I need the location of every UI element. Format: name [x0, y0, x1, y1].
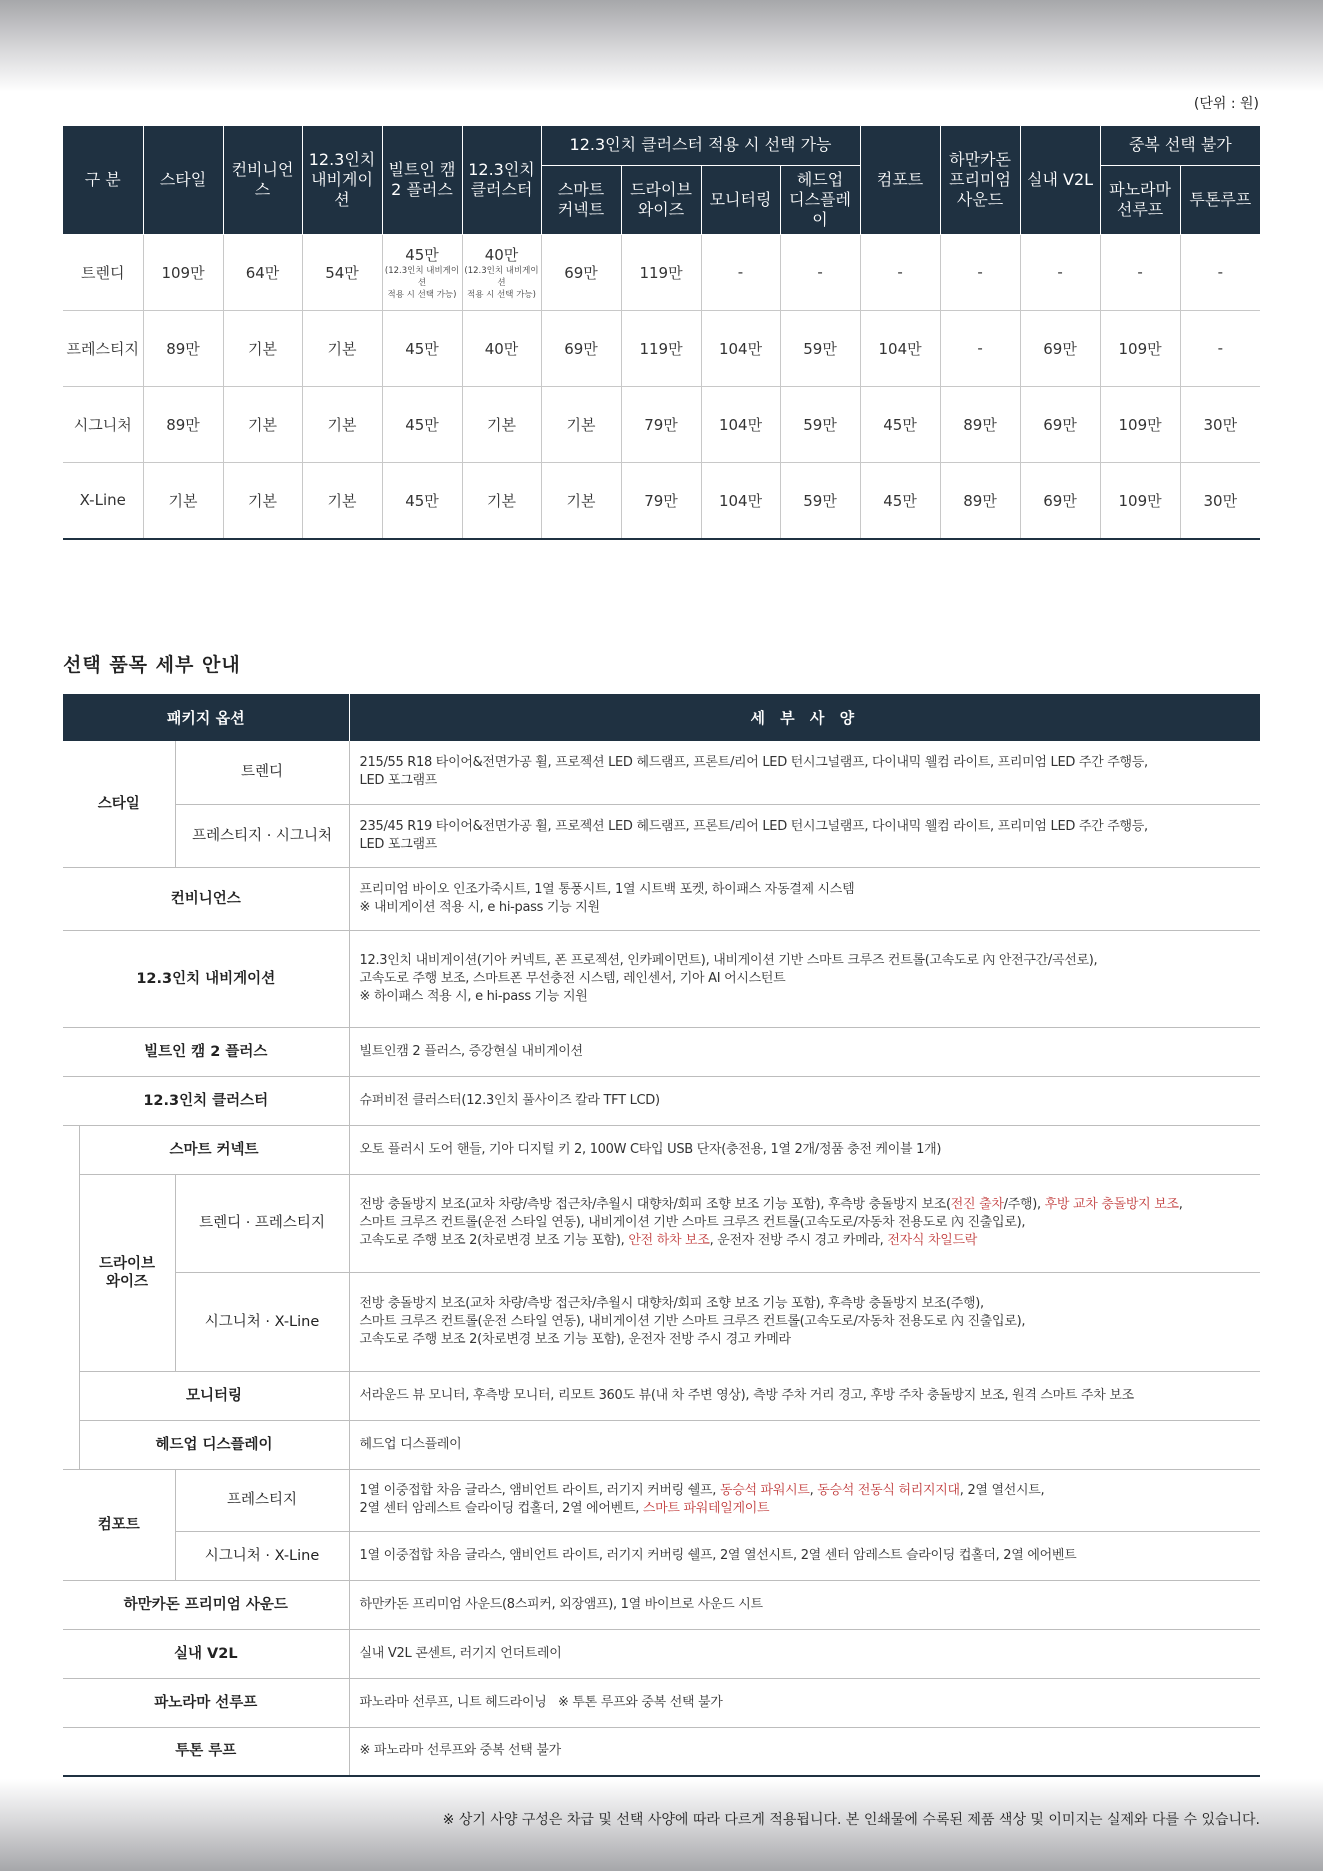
highlight-text: 후방 교차 충돌방지 보조 [1044, 1197, 1179, 1212]
header-cluster: 12.3인치 클러스터 [462, 126, 541, 234]
price-cell: 기본 [223, 386, 302, 462]
price-cell: - [1100, 234, 1180, 310]
price-cell: 119만 [621, 310, 701, 386]
price-cell: 69만 [541, 310, 621, 386]
desc-text: , 운전자 전방 주시 경고 카메라, [709, 1233, 888, 1248]
item-v2l: 실내 V2L [63, 1629, 349, 1678]
table-row [63, 462, 1260, 539]
desc-builtin-cam: 빌트인캠 2 플러스, 증강현실 내비게이션 [349, 1027, 1260, 1076]
price-cell: 45만 [382, 386, 462, 462]
price-cell: 기본 [223, 310, 302, 386]
price-cell: 30만 [1180, 386, 1260, 462]
table-row [63, 1727, 1260, 1776]
item-cluster: 12.3인치 클러스터 [63, 1076, 349, 1125]
sub-trendy-prestige: 트렌디 · 프레스티지 [175, 1174, 349, 1272]
price-cell: 89만 [940, 386, 1020, 462]
desc-navigation: 12.3인치 내비게이션(기아 커넥트, 폰 프로젝션, 인카페이먼트), 내비게이션 기반 스마트 크루즈 컨트롤(고속도로 內 안전구간/곡선로), 고속도로 주행 보조, 스마트폰 무선충전 시스템, 레인센서, 기아 AI 어시스턴트 ※ 하이패스 적용 시, e hi-pass 기능 지원 [349, 930, 1260, 1027]
price-cell: 109만 [1100, 462, 1180, 539]
price-cell: 109만 [143, 234, 223, 310]
item-convenience: 컨비니언스 [63, 867, 349, 930]
price-cell: 45만 [382, 462, 462, 539]
table-row [63, 741, 1260, 804]
table-row [63, 804, 1260, 867]
desc-comfort-p [349, 1469, 1260, 1531]
header-panorama: 파노라마 선루프 [1100, 165, 1180, 234]
sub-signature-xline: 시그니처 · X-Line [175, 1272, 349, 1371]
desc-text: 전방 충돌방지 보조(교차 차량/측방 접근차/추월시 대향차/회피 조향 보조 기능 포함), 후측방 충돌방지 보조( [359, 1197, 951, 1212]
desc-v2l: 실내 V2L 콘센트, 러기지 언더트레이 [349, 1629, 1260, 1678]
desc-twotone: ※ 파노라마 선루프와 중복 선택 불가 [349, 1727, 1260, 1776]
table-row [63, 1076, 1260, 1125]
highlight-text: 스마트 파워테일게이트 [642, 1501, 770, 1516]
price-cell: 59만 [780, 386, 860, 462]
table-row [63, 1678, 1260, 1727]
table-row [63, 310, 1260, 386]
section-title: 선택 품목 세부 안내 [63, 654, 241, 676]
price-cell: 기본 [541, 462, 621, 539]
header-twotone: 투톤루프 [1180, 165, 1260, 234]
table-row [63, 1531, 1260, 1580]
desc-text: , 스마트 크루즈 컨트롤(운전 스타일 연동), 내비게이션 기반 스마트 크루즈 컨트롤(고속도로/자동차 전용도로 內 진출입로), 고속도로 주행 보조 2(차로변경 보조 기능 포함), [359, 1197, 1183, 1248]
item-monitoring: 모니터링 [79, 1371, 349, 1420]
group-comfort: 컴포트 [63, 1469, 175, 1580]
table-row [63, 867, 1260, 930]
top-gradient-band [0, 0, 1323, 92]
trim-name: 시그니처 [63, 386, 143, 462]
sub-prestige-signature: 프레스티지 · 시그니처 [175, 804, 349, 867]
price-cell: 45만 [860, 386, 940, 462]
price-cell: 기본 [143, 462, 223, 539]
price-cell: - [940, 310, 1020, 386]
table-row [63, 1629, 1260, 1678]
table-row [63, 1125, 1260, 1174]
price-cell: 79만 [621, 462, 701, 539]
desc-comfort-sx: 1열 이중접합 차음 글라스, 앰비언트 라이트, 러기지 커버링 쉘프, 2열 열선시트, 2열 센터 암레스트 슬라이딩 컵홀더, 2열 에어벤트 [349, 1531, 1260, 1580]
price-cell: 기본 [302, 462, 382, 539]
price-cell: 54만 [302, 234, 382, 310]
price-cell: 기본 [223, 462, 302, 539]
desc-drive-wise-tp [349, 1174, 1260, 1272]
price-cell: 119만 [621, 234, 701, 310]
header-v2l: 실내 V2L [1020, 126, 1100, 234]
header-harman: 하만카돈 프리미엄 사운드 [940, 126, 1020, 234]
trim-name: 트렌디 [63, 234, 143, 310]
group-style: 스타일 [63, 741, 175, 867]
desc-smart-connect: 오토 플러시 도어 핸들, 기아 디지털 키 2, 100W C타입 USB 단자(충전용, 1열 2개/정품 충전 케이블 1개) [349, 1125, 1260, 1174]
price-cell: 기본 [541, 386, 621, 462]
price-cell: 69만 [1020, 462, 1100, 539]
header-comfort: 컴포트 [860, 126, 940, 234]
price-cell: 104만 [701, 386, 780, 462]
sub-signature-xline: 시그니처 · X-Line [175, 1531, 349, 1580]
price-cell: 기본 [302, 386, 382, 462]
desc-hud: 헤드업 디스플레이 [349, 1420, 1260, 1469]
item-twotone: 투톤 루프 [63, 1727, 349, 1776]
price-cell: 59만 [780, 310, 860, 386]
price-cell: 79만 [621, 386, 701, 462]
price-cell: 109만 [1100, 386, 1180, 462]
detail-table [63, 694, 1260, 1777]
header-drive-wise: 드라이브 와이즈 [621, 165, 701, 234]
price-cell: 기본 [302, 310, 382, 386]
price-cell: 40만 [462, 310, 541, 386]
footnote: ※ 상기 사양 구성은 차급 및 선택 사양에 따라 다르게 적용됩니다. 본 인쇄물에 수록된 제품 색상 및 이미지는 실제와 다를 수 있습니다. [442, 1812, 1260, 1828]
table-row [63, 1469, 1260, 1531]
header-cluster-group: 12.3인치 클러스터 적용 시 선택 가능 [541, 126, 860, 165]
header-dup-group: 중복 선택 불가 [1100, 126, 1260, 165]
table-row [63, 1420, 1260, 1469]
price-cell: 89만 [940, 462, 1020, 539]
price-value: 40만 [484, 245, 519, 264]
price-table [63, 126, 1260, 540]
desc-text: /주행), [1003, 1197, 1045, 1212]
price-value: 45만 [405, 245, 439, 264]
price-cell: - [940, 234, 1020, 310]
indent-spacer [63, 1125, 79, 1469]
price-cell: 30만 [1180, 462, 1260, 539]
header-builtin-cam: 빌트인 캠 2 플러스 [382, 126, 462, 234]
table-row [63, 1371, 1260, 1420]
price-cell: 59만 [780, 462, 860, 539]
price-cell: 104만 [860, 310, 940, 386]
highlight-text: 동승석 파워시트 [719, 1483, 810, 1498]
desc-drive-wise-sx: 전방 충돌방지 보조(교차 차량/측방 접근차/추월시 대향차/회피 조향 보조 기능 포함), 후측방 충돌방지 보조(주행), 스마트 크루즈 컨트롤(운전 스타일 연동), 내비게이션 기반 스마트 크루즈 컨트롤(고속도로/자동차 전용도로 內 진출입로), 고속도로 주행 보조 2(차로변경 보조 기능 포함), 운전자 전방 주시 경고 카메라 [349, 1272, 1260, 1371]
item-smart-connect: 스마트 커넥트 [79, 1125, 349, 1174]
price-cell: - [780, 234, 860, 310]
price-cell: 89만 [143, 310, 223, 386]
price-cell: 45만 [382, 310, 462, 386]
item-navigation: 12.3인치 내비게이션 [63, 930, 349, 1027]
header-gubun: 구 분 [63, 126, 143, 234]
desc-style-ps: 235/45 R19 타이어&전면가공 휠, 프로젝션 LED 헤드램프, 프론트/리어 LED 턴시그널램프, 다이내믹 웰컴 라이트, 프리미엄 LED 주간 주행등, LED 포그램프 [349, 804, 1260, 867]
desc-harman: 하만카돈 프리미엄 사운드(8스피커, 외장앰프), 1열 바이브로 사운드 시트 [349, 1580, 1260, 1629]
price-cell: 기본 [462, 386, 541, 462]
desc-text: , 2열 열선시트, 2열 센터 암레스트 슬라이딩 컵홀더, 2열 에어벤트, [359, 1483, 1045, 1516]
price-cell: 45만 [860, 462, 940, 539]
price-cell: 104만 [701, 462, 780, 539]
price-cell: - [1180, 234, 1260, 310]
table-row [63, 1272, 1260, 1371]
header-spec: 세 부 사 양 [349, 694, 1260, 741]
table-row [63, 386, 1260, 462]
table-row [63, 1027, 1260, 1076]
sub-trendy: 트렌디 [175, 741, 349, 804]
desc-monitoring: 서라운드 뷰 모니터, 후측방 모니터, 리모트 360도 뷰(내 차 주변 영상), 측방 주차 거리 경고, 후방 주차 충돌방지 보조, 원격 스마트 주차 보조 [349, 1371, 1260, 1420]
price-cell: - [701, 234, 780, 310]
header-navigation: 12.3인치 내비게이션 [302, 126, 382, 234]
highlight-text: 전자식 차일드락 [887, 1233, 977, 1248]
desc-text: 1열 이중접합 차음 글라스, 앰비언트 라이트, 러기지 커버링 쉘프, [359, 1483, 720, 1498]
item-harman: 하만카돈 프리미엄 사운드 [63, 1580, 349, 1629]
header-hud: 헤드업 디스플레이 [780, 165, 860, 234]
table-row [63, 1174, 1260, 1272]
price-cell: 109만 [1100, 310, 1180, 386]
highlight-text: 전진 출차 [950, 1197, 1004, 1212]
price-cell: 89만 [143, 386, 223, 462]
price-cell: - [1180, 310, 1260, 386]
group-drive-wise: 드라이브 와이즈 [79, 1174, 175, 1371]
table-row [63, 1580, 1260, 1629]
header-convenience: 컨비니언스 [223, 126, 302, 234]
trim-name: 프레스티지 [63, 310, 143, 386]
trim-name: X-Line [63, 462, 143, 539]
highlight-text: 안전 하차 보조 [628, 1233, 710, 1248]
price-cell-with-note [462, 234, 541, 310]
table-row [63, 234, 1260, 310]
desc-panorama: 파노라마 선루프, 니트 헤드라이닝 ※ 투톤 루프와 중복 선택 불가 [349, 1678, 1260, 1727]
header-style: 스타일 [143, 126, 223, 234]
header-package: 패키지 옵션 [63, 694, 349, 741]
price-cell: 69만 [1020, 386, 1100, 462]
header-smart-connect: 스마트 커넥트 [541, 165, 621, 234]
unit-label: (단위 : 원) [1193, 96, 1259, 112]
price-cell: 104만 [701, 310, 780, 386]
desc-text: , [809, 1483, 818, 1498]
desc-convenience: 프리미엄 바이오 인조가죽시트, 1열 통풍시트, 1열 시트백 포켓, 하이패스 자동결제 시스템 ※ 내비게이션 적용 시, e hi-pass 기능 지원 [349, 867, 1260, 930]
price-cell: 기본 [462, 462, 541, 539]
price-cell: 69만 [541, 234, 621, 310]
table-row [63, 930, 1260, 1027]
header-monitoring: 모니터링 [701, 165, 780, 234]
item-builtin-cam: 빌트인 캠 2 플러스 [63, 1027, 349, 1076]
desc-cluster: 슈퍼비전 클러스터(12.3인치 풀사이즈 칼라 TFT LCD) [349, 1076, 1260, 1125]
price-cell-with-note [382, 234, 462, 310]
sub-prestige: 프레스티지 [175, 1469, 349, 1531]
highlight-text: 동승석 전동식 허리지지대 [817, 1483, 960, 1498]
desc-style-trendy: 215/55 R18 타이어&전면가공 휠, 프로젝션 LED 헤드램프, 프론트/리어 LED 턴시그널램프, 다이내믹 웰컴 라이트, 프리미엄 LED 주간 주행등, LED 포그램프 [349, 741, 1260, 804]
price-note: (12.3인치 내비게이션 적용 시 선택 가능) [464, 265, 539, 300]
price-cell: - [1020, 234, 1100, 310]
price-cell: 64만 [223, 234, 302, 310]
price-note: (12.3인치 내비게이션 적용 시 선택 가능) [384, 265, 460, 300]
item-panorama: 파노라마 선루프 [63, 1678, 349, 1727]
price-cell: - [860, 234, 940, 310]
price-cell: 69만 [1020, 310, 1100, 386]
item-hud: 헤드업 디스플레이 [79, 1420, 349, 1469]
